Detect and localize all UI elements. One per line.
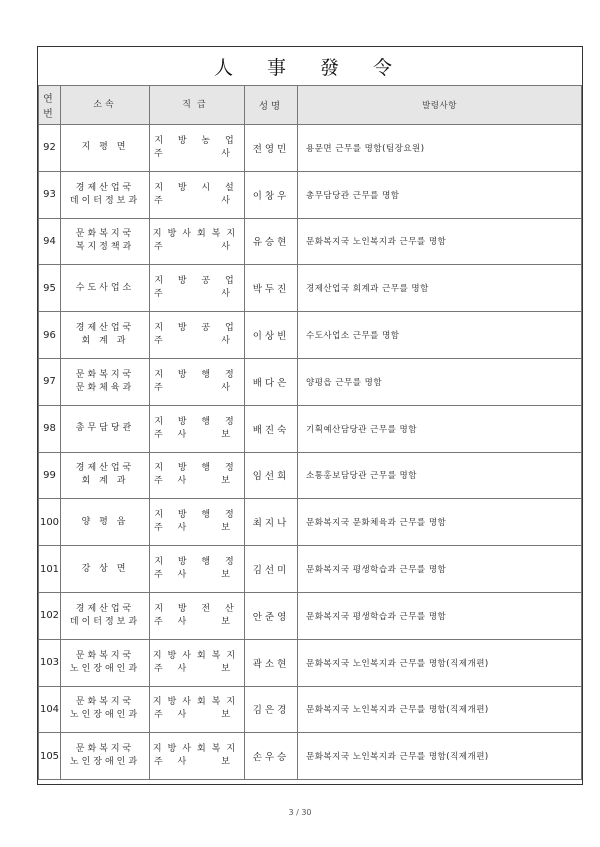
row-dept: 경제산업국 데이터정보과 [61,592,150,639]
row-order: 문화복지국 노인복지과 근무를 명함 [298,218,582,265]
row-grade-line2 [150,382,244,395]
row-no: 101 [39,546,61,593]
row-grade-rank: 주 사 [154,476,193,487]
row-grade-line2 [150,756,244,769]
row-grade-rank: 주 사 [154,757,193,768]
row-grade [150,405,245,452]
row-order: 문화복지국 평생학습과 근무를 명함 [298,546,582,593]
document-title-bar [38,47,582,86]
table-row [39,452,582,499]
row-name: 유승현 [245,218,298,265]
row-grade-line1: 지방사회복지 [152,229,242,240]
row-no: 97 [39,358,61,405]
row-no: 99 [39,452,61,499]
row-name: 전영민 [245,125,298,172]
personnel-table [38,85,582,780]
row-order: 문화복지국 문화체육과 근무를 명함 [298,499,582,546]
row-grade-rank: 주 사 [154,663,193,674]
row-grade-rank: 주 사 [154,710,193,721]
table-header-row [39,86,582,125]
row-dept: 문화복지국 복지정책과 [61,218,150,265]
row-grade-line2 [150,148,244,161]
row-grade-rank: 주 [154,336,169,347]
table-row [39,125,582,172]
row-dept: 지 평 면 [61,125,150,172]
row-name: 배진숙 [245,405,298,452]
row-grade-suffix: 사 [221,148,236,159]
row-grade-line1: 지 방 행 정 [154,369,240,380]
row-grade [150,452,245,499]
row-dept: 문화복지국 노인장애인과 [61,639,150,686]
row-dept: 양 평 읍 [61,499,150,546]
table-row [39,592,582,639]
table-row [39,218,582,265]
row-order: 문화복지국 평생학습과 근무를 명함 [298,592,582,639]
row-order: 문화복지국 노인복지과 근무를 명함(직제개편) [298,639,582,686]
row-name: 최지나 [245,499,298,546]
row-dept: 문화복지국 노인장애인과 [61,686,150,733]
header-grade: 직급 [150,86,245,125]
row-grade-rank: 주 [154,195,169,206]
row-order: 총무담당관 근무를 명함 [298,171,582,218]
table-row [39,312,582,359]
row-grade-line1: 지 방 공 업 [154,323,240,334]
row-no: 95 [39,265,61,312]
row-grade-line2 [150,429,244,442]
table-row [39,733,582,780]
row-grade [150,686,245,733]
header-no: 연번 [39,86,61,125]
row-grade-line1: 지 방 행 정 [154,463,240,474]
row-name: 이창우 [245,171,298,218]
row-order: 용문면 근무를 명함(팀장요원) [298,125,582,172]
row-grade-suffix: 보 [221,616,236,627]
row-name: 배다은 [245,358,298,405]
row-grade-suffix: 보 [221,757,236,768]
table-row [39,499,582,546]
row-grade-line1: 지 방 행 정 [154,416,240,427]
row-grade-rank: 주 [154,289,169,300]
row-grade [150,733,245,780]
row-grade [150,639,245,686]
row-grade-line2 [150,709,244,722]
row-grade-rank: 주 사 [154,616,193,627]
row-grade-line2 [150,663,244,676]
row-grade [150,592,245,639]
row-grade-rank: 주 [154,242,169,253]
row-grade-rank: 주 사 [154,570,193,581]
row-grade-line1: 지 방 행 정 [154,510,240,521]
row-order: 수도사업소 근무를 명함 [298,312,582,359]
row-grade-line2 [150,475,244,488]
row-grade-line2 [150,288,244,301]
row-dept: 문화복지국 노인장애인과 [61,733,150,780]
row-no: 103 [39,639,61,686]
row-grade-line2 [150,616,244,629]
row-grade-line2 [150,241,244,254]
table-row [39,405,582,452]
table-row [39,171,582,218]
row-no: 104 [39,686,61,733]
row-grade-suffix: 사 [221,336,236,347]
row-grade-line1: 지 방 공 업 [154,276,240,287]
row-grade-suffix: 사 [221,195,236,206]
row-name: 안준영 [245,592,298,639]
row-no: 93 [39,171,61,218]
row-name: 임선희 [245,452,298,499]
row-grade-line2 [150,195,244,208]
row-grade [150,265,245,312]
row-grade [150,171,245,218]
row-grade-suffix: 보 [221,429,236,440]
row-grade-line1: 지방사회복지 [152,744,242,755]
row-grade-suffix: 보 [221,570,236,581]
row-name: 김은경 [245,686,298,733]
row-name: 곽소현 [245,639,298,686]
personnel-order-sheet [37,46,583,785]
row-grade-line2 [150,522,244,535]
row-order: 기획예산담당관 근무를 명함 [298,405,582,452]
row-grade-rank: 주 [154,148,169,159]
page-number: 3 / 30 [288,808,312,817]
row-order: 문화복지국 노인복지과 근무를 명함(직제개편) [298,686,582,733]
table-row [39,686,582,733]
row-no: 105 [39,733,61,780]
row-dept: 경제산업국 회 계 과 [61,312,150,359]
row-grade-suffix: 보 [221,476,236,487]
row-grade-suffix: 보 [221,523,236,534]
row-grade-line1: 지 방 시 설 [154,182,240,193]
row-grade-suffix: 보 [221,663,236,674]
row-name: 손우승 [245,733,298,780]
row-grade-rank: 주 [154,382,169,393]
row-grade-line1: 지방사회복지 [152,697,242,708]
header-dept: 소속 [61,86,150,125]
row-grade-line2 [150,335,244,348]
row-grade-suffix: 사 [221,242,236,253]
row-grade-line2 [150,569,244,582]
row-name: 김선미 [245,546,298,593]
row-dept: 강 상 면 [61,546,150,593]
row-dept: 경제산업국 데이터정보과 [61,171,150,218]
row-no: 92 [39,125,61,172]
row-order: 경제산업국 회계과 근무를 명함 [298,265,582,312]
row-dept: 문화복지국 문화체육과 [61,358,150,405]
row-grade-suffix: 사 [221,289,236,300]
row-grade [150,358,245,405]
row-no: 102 [39,592,61,639]
row-no: 96 [39,312,61,359]
row-no: 94 [39,218,61,265]
row-grade [150,546,245,593]
header-order: 발령사항 [298,86,582,125]
row-order: 문화복지국 노인복지과 근무를 명함(직제개편) [298,733,582,780]
table-row [39,639,582,686]
row-grade-line1: 지 방 행 정 [154,557,240,568]
row-no: 98 [39,405,61,452]
row-grade [150,499,245,546]
row-no: 100 [39,499,61,546]
row-order: 소통홍보담당관 근무를 명함 [298,452,582,499]
row-dept: 수도사업소 [61,265,150,312]
row-order: 양평읍 근무를 명함 [298,358,582,405]
row-grade [150,125,245,172]
row-grade-suffix: 보 [221,710,236,721]
header-name: 성명 [245,86,298,125]
row-grade-line1: 지방사회복지 [152,650,242,661]
row-grade-suffix: 사 [221,382,236,393]
row-grade [150,312,245,359]
row-dept: 경제산업국 회 계 과 [61,452,150,499]
row-grade [150,218,245,265]
row-grade-line1: 지 방 전 산 [154,603,240,614]
row-dept: 총무담당관 [61,405,150,452]
row-name: 이상빈 [245,312,298,359]
document-title: 人 事 發 令 [213,56,407,79]
row-grade-rank: 주 사 [154,429,193,440]
row-name: 박두진 [245,265,298,312]
row-grade-rank: 주 사 [154,523,193,534]
table-row [39,358,582,405]
row-grade-line1: 지 방 농 업 [154,135,240,146]
table-row [39,546,582,593]
table-row [39,265,582,312]
